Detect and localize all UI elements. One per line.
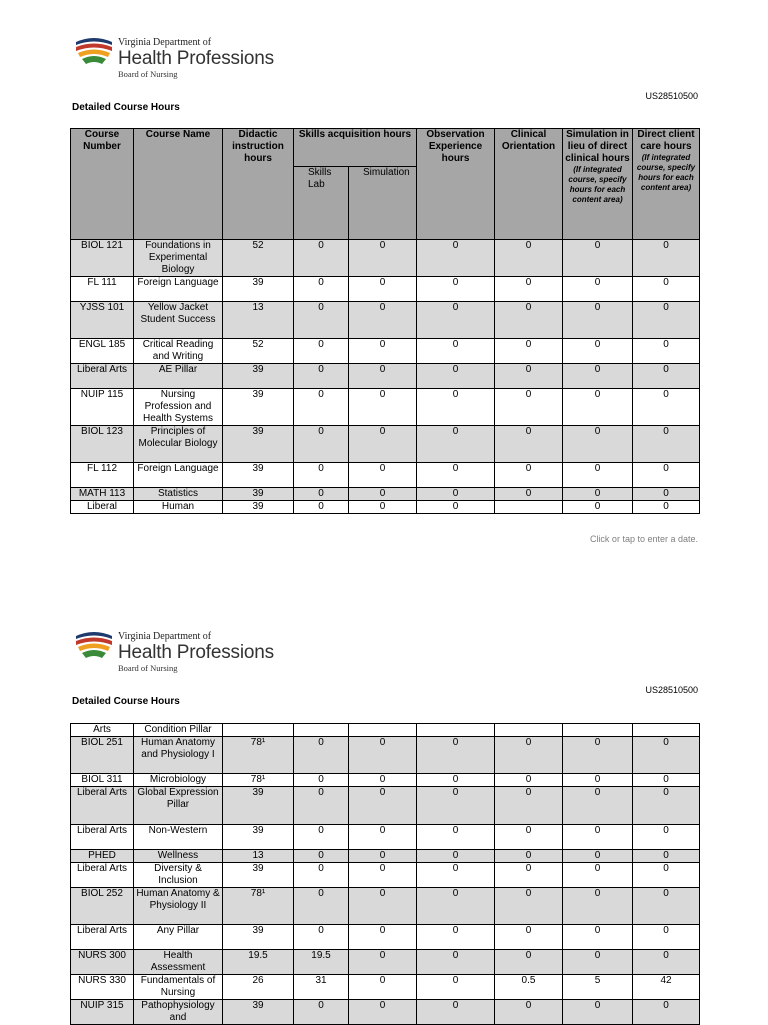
didactic-cell: 39: [223, 277, 294, 302]
org-top-text: Virginia Department of: [118, 631, 212, 642]
table-row: [71, 863, 700, 888]
simulation-cell: 0: [349, 501, 417, 514]
course-number-cell: BIOL 123: [71, 426, 134, 463]
header-simulation-in-lieu: [563, 129, 633, 240]
didactic-cell: 39: [223, 501, 294, 514]
simulation-cell: 0: [349, 426, 417, 463]
observation-cell: 0: [417, 339, 495, 364]
observation-cell: 0: [417, 364, 495, 389]
course-number-cell: BIOL 252: [71, 888, 134, 925]
table-row: [71, 389, 700, 426]
clinical-orientation-cell: 0: [495, 863, 563, 888]
observation-cell: 0: [417, 240, 495, 277]
clinical-orientation-cell: 0: [495, 850, 563, 863]
course-number-cell: PHED: [71, 850, 134, 863]
table-row: [71, 975, 700, 1000]
direct-care-cell: 0: [633, 1000, 700, 1025]
direct-care-cell: 0: [633, 825, 700, 850]
didactic-cell: 39: [223, 488, 294, 501]
skills-lab-cell: 0: [294, 1000, 349, 1025]
clinical-orientation-cell: 0: [495, 825, 563, 850]
skills-lab-cell: 0: [294, 888, 349, 925]
course-name-cell: Foreign Language: [134, 463, 223, 488]
course-name-cell: Fundamentals of Nursing: [134, 975, 223, 1000]
direct-care-cell: 0: [633, 863, 700, 888]
course-hours-table: [70, 128, 700, 514]
direct-care-cell: 0: [633, 302, 700, 339]
course-name-cell: Yellow Jacket Student Success: [134, 302, 223, 339]
skills-lab-cell: 0: [294, 240, 349, 277]
table-row: [71, 339, 700, 364]
header-clinical-orientation: Clinical Orientation: [495, 129, 563, 240]
sim-in-lieu-cell: 0: [563, 1000, 633, 1025]
observation-cell: 0: [417, 463, 495, 488]
simulation-cell: 0: [349, 302, 417, 339]
course-name-cell: Any Pillar: [134, 925, 223, 950]
header-direct-client-care-note: (If integrated course, specify hours for each content area): [636, 153, 696, 192]
header-skills-lab: Skills Lab: [294, 167, 349, 240]
didactic-cell: 39: [223, 364, 294, 389]
table-row: [71, 302, 700, 339]
skills-lab-cell: 0: [294, 302, 349, 339]
header-simulation-in-lieu-label: Simulation in lieu of direct clinical hours: [565, 129, 630, 164]
table-row: [71, 774, 700, 787]
skills-lab-cell: 0: [294, 426, 349, 463]
didactic-cell: 13: [223, 850, 294, 863]
table-row: [71, 737, 700, 774]
sim-in-lieu-cell: 0: [563, 463, 633, 488]
simulation-cell: 0: [349, 339, 417, 364]
simulation-cell: 0: [349, 925, 417, 950]
course-number-cell: NURS 330: [71, 975, 134, 1000]
table-body-page-2: [71, 724, 700, 1025]
course-number-cell: Liberal Arts: [71, 787, 134, 825]
course-name-cell: Principles of Molecular Biology: [134, 426, 223, 463]
observation-cell: 0: [417, 277, 495, 302]
direct-care-cell: 0: [633, 737, 700, 774]
clinical-orientation-cell: 0: [495, 277, 563, 302]
sim-in-lieu-cell: 0: [563, 737, 633, 774]
sim-in-lieu-cell: 0: [563, 850, 633, 863]
simulation-cell: 0: [349, 737, 417, 774]
simulation-cell: 0: [349, 389, 417, 426]
dhp-logo-icon: [74, 630, 114, 662]
observation-cell: [417, 724, 495, 737]
direct-care-cell: 0: [633, 339, 700, 364]
clinical-orientation-cell: 0: [495, 950, 563, 975]
skills-lab-cell: 0: [294, 463, 349, 488]
direct-care-cell: 0: [633, 240, 700, 277]
doc-id: US28510500: [645, 685, 698, 695]
didactic-cell: 78¹: [223, 888, 294, 925]
header-course-name: Course Name: [134, 129, 223, 240]
course-name-cell: Global Expression Pillar: [134, 787, 223, 825]
table-row: [71, 364, 700, 389]
observation-cell: 0: [417, 863, 495, 888]
section-title: Detailed Course Hours: [72, 696, 180, 707]
table-row: [71, 888, 700, 925]
direct-care-cell: 0: [633, 787, 700, 825]
didactic-cell: 39: [223, 463, 294, 488]
sim-in-lieu-cell: 0: [563, 302, 633, 339]
didactic-cell: 39: [223, 787, 294, 825]
header-direct-client-care: [633, 129, 700, 240]
course-name-cell: Wellness: [134, 850, 223, 863]
skills-lab-cell: 0: [294, 364, 349, 389]
header-course-number: Course Number: [71, 129, 134, 240]
didactic-cell: 39: [223, 426, 294, 463]
section-title: Detailed Course Hours: [72, 102, 180, 113]
simulation-cell: 0: [349, 888, 417, 925]
table-row: [71, 925, 700, 950]
course-number-cell: FL 111: [71, 277, 134, 302]
direct-care-cell: 0: [633, 950, 700, 975]
table-row: [71, 488, 700, 501]
table-row: [71, 240, 700, 277]
observation-cell: 0: [417, 850, 495, 863]
course-name-cell: Human Anatomy & Physiology II: [134, 888, 223, 925]
sim-in-lieu-cell: 0: [563, 389, 633, 426]
sim-in-lieu-cell: 0: [563, 925, 633, 950]
skills-lab-cell: 0: [294, 850, 349, 863]
didactic-cell: 39: [223, 1000, 294, 1025]
course-number-cell: NUIP 315: [71, 1000, 134, 1025]
direct-care-cell: [633, 724, 700, 737]
simulation-cell: 0: [349, 975, 417, 1000]
dhp-logo-2: [74, 630, 274, 673]
direct-care-cell: 0: [633, 277, 700, 302]
simulation-cell: 0: [349, 825, 417, 850]
skills-lab-cell: [294, 724, 349, 737]
sim-in-lieu-cell: 5: [563, 975, 633, 1000]
table-row: [71, 787, 700, 825]
course-name-cell: Human: [134, 501, 223, 514]
simulation-cell: 0: [349, 1000, 417, 1025]
clinical-orientation-cell: 0: [495, 737, 563, 774]
didactic-cell: 39: [223, 863, 294, 888]
sim-in-lieu-cell: 0: [563, 488, 633, 501]
observation-cell: 0: [417, 389, 495, 426]
header-didactic: Didactic instruction hours: [223, 129, 294, 240]
course-name-cell: Critical Reading and Writing: [134, 339, 223, 364]
skills-lab-cell: 0: [294, 774, 349, 787]
org-main-text: Health Professions: [118, 48, 274, 69]
clinical-orientation-cell: 0: [495, 339, 563, 364]
course-number-cell: MATH 113: [71, 488, 134, 501]
simulation-cell: [349, 724, 417, 737]
clinical-orientation-cell: 0: [495, 488, 563, 501]
org-main-text: Health Professions: [118, 642, 274, 663]
skills-lab-cell: 0: [294, 863, 349, 888]
course-number-cell: Liberal Arts: [71, 925, 134, 950]
course-name-cell: Foreign Language: [134, 277, 223, 302]
table-row: [71, 825, 700, 850]
direct-care-cell: 0: [633, 389, 700, 426]
simulation-cell: 0: [349, 850, 417, 863]
direct-care-cell: 0: [633, 364, 700, 389]
clinical-orientation-cell: 0: [495, 364, 563, 389]
direct-care-cell: 0: [633, 501, 700, 514]
didactic-cell: 52: [223, 240, 294, 277]
clinical-orientation-cell: 0: [495, 389, 563, 426]
skills-lab-cell: 0: [294, 737, 349, 774]
sim-in-lieu-cell: 0: [563, 825, 633, 850]
observation-cell: 0: [417, 501, 495, 514]
page-2: [0, 594, 768, 1024]
table-row: [71, 724, 700, 737]
simulation-cell: 0: [349, 787, 417, 825]
skills-lab-cell: 0: [294, 501, 349, 514]
didactic-cell: 39: [223, 925, 294, 950]
course-number-cell: FL 112: [71, 463, 134, 488]
clinical-orientation-cell: 0.5: [495, 975, 563, 1000]
course-number-cell: Liberal Arts: [71, 863, 134, 888]
course-name-cell: Human Anatomy and Physiology I: [134, 737, 223, 774]
clinical-orientation-cell: 0: [495, 426, 563, 463]
table-row: [71, 950, 700, 975]
sim-in-lieu-cell: [563, 724, 633, 737]
didactic-cell: 52: [223, 339, 294, 364]
observation-cell: 0: [417, 1000, 495, 1025]
header-simulation: Simulation: [349, 167, 417, 240]
course-number-cell: BIOL 121: [71, 240, 134, 277]
sim-in-lieu-cell: 0: [563, 501, 633, 514]
observation-cell: 0: [417, 488, 495, 501]
course-number-cell: NUIP 115: [71, 389, 134, 426]
clinical-orientation-cell: 0: [495, 240, 563, 277]
course-number-cell: BIOL 251: [71, 737, 134, 774]
clinical-orientation-cell: 0: [495, 302, 563, 339]
didactic-cell: 39: [223, 825, 294, 850]
course-name-cell: Microbiology: [134, 774, 223, 787]
skills-lab-cell: 0: [294, 277, 349, 302]
simulation-cell: 0: [349, 364, 417, 389]
direct-care-cell: 0: [633, 426, 700, 463]
dhp-logo-icon: [74, 36, 114, 68]
course-name-cell: Nursing Profession and Health Systems: [134, 389, 223, 426]
simulation-cell: 0: [349, 488, 417, 501]
simulation-cell: 0: [349, 463, 417, 488]
course-name-cell: Pathophysiology and: [134, 1000, 223, 1025]
simulation-cell: 0: [349, 774, 417, 787]
clinical-orientation-cell: 0: [495, 1000, 563, 1025]
table-row: [71, 426, 700, 463]
sim-in-lieu-cell: 0: [563, 787, 633, 825]
didactic-cell: 78¹: [223, 737, 294, 774]
simulation-cell: 0: [349, 950, 417, 975]
sim-in-lieu-cell: 0: [563, 240, 633, 277]
header-skills-acquisition: Skills acquisition hours: [294, 129, 417, 167]
table-row: [71, 501, 700, 514]
sim-in-lieu-cell: 0: [563, 950, 633, 975]
skills-lab-cell: 19.5: [294, 950, 349, 975]
direct-care-cell: 0: [633, 774, 700, 787]
course-number-cell: YJSS 101: [71, 302, 134, 339]
observation-cell: 0: [417, 825, 495, 850]
org-top-text: Virginia Department of: [118, 37, 212, 48]
simulation-cell: 0: [349, 240, 417, 277]
dhp-logo: [74, 36, 274, 79]
clinical-orientation-cell: 0: [495, 925, 563, 950]
course-name-cell: Statistics: [134, 488, 223, 501]
direct-care-cell: 0: [633, 488, 700, 501]
doc-id: US28510500: [645, 91, 698, 101]
skills-lab-cell: 0: [294, 825, 349, 850]
course-name-cell: Non-Western: [134, 825, 223, 850]
observation-cell: 0: [417, 925, 495, 950]
direct-care-cell: 0: [633, 463, 700, 488]
direct-care-cell: 0: [633, 888, 700, 925]
skills-lab-cell: 31: [294, 975, 349, 1000]
header-observation: Observation Experience hours: [417, 129, 495, 240]
course-number-cell: ENGL 185: [71, 339, 134, 364]
sim-in-lieu-cell: 0: [563, 364, 633, 389]
table-row: [71, 1000, 700, 1025]
direct-care-cell: 42: [633, 975, 700, 1000]
observation-cell: 0: [417, 888, 495, 925]
clinical-orientation-cell: 0: [495, 463, 563, 488]
observation-cell: 0: [417, 975, 495, 1000]
direct-care-cell: 0: [633, 925, 700, 950]
course-name-cell: Health Assessment: [134, 950, 223, 975]
didactic-cell: 19.5: [223, 950, 294, 975]
clinical-orientation-cell: [495, 501, 563, 514]
header-direct-client-care-label: Direct client care hours: [637, 129, 695, 152]
table-row: [71, 463, 700, 488]
table-row: [71, 277, 700, 302]
sim-in-lieu-cell: 0: [563, 339, 633, 364]
course-name-cell: Diversity & Inclusion: [134, 863, 223, 888]
observation-cell: 0: [417, 302, 495, 339]
course-hours-table-continued: [70, 723, 700, 1025]
skills-lab-cell: 0: [294, 488, 349, 501]
didactic-cell: 39: [223, 389, 294, 426]
observation-cell: 0: [417, 737, 495, 774]
table-row: [71, 850, 700, 863]
didactic-cell: 13: [223, 302, 294, 339]
sim-in-lieu-cell: 0: [563, 888, 633, 925]
course-number-cell: Liberal Arts: [71, 364, 134, 389]
course-number-cell: Liberal: [71, 501, 134, 514]
skills-lab-cell: 0: [294, 787, 349, 825]
sim-in-lieu-cell: 0: [563, 774, 633, 787]
observation-cell: 0: [417, 426, 495, 463]
sim-in-lieu-cell: 0: [563, 277, 633, 302]
course-number-cell: NURS 300: [71, 950, 134, 975]
didactic-cell: 78¹: [223, 774, 294, 787]
sim-in-lieu-cell: 0: [563, 426, 633, 463]
skills-lab-cell: 0: [294, 925, 349, 950]
org-sub-text: Board of Nursing: [118, 663, 178, 673]
observation-cell: 0: [417, 950, 495, 975]
sim-in-lieu-cell: 0: [563, 863, 633, 888]
clinical-orientation-cell: 0: [495, 787, 563, 825]
org-sub-text: Board of Nursing: [118, 69, 178, 79]
clinical-orientation-cell: [495, 724, 563, 737]
direct-care-cell: 0: [633, 850, 700, 863]
didactic-cell: 26: [223, 975, 294, 1000]
observation-cell: 0: [417, 774, 495, 787]
clinical-orientation-cell: 0: [495, 774, 563, 787]
header-simulation-in-lieu-note: (If integrated course, specify hours for each content area): [568, 165, 627, 204]
course-name-cell: Foundations in Experimental Biology: [134, 240, 223, 277]
didactic-cell: [223, 724, 294, 737]
course-number-cell: Liberal Arts: [71, 825, 134, 850]
course-name-cell: AE Pillar: [134, 364, 223, 389]
course-number-cell: BIOL 311: [71, 774, 134, 787]
simulation-cell: 0: [349, 863, 417, 888]
clinical-orientation-cell: 0: [495, 888, 563, 925]
skills-lab-cell: 0: [294, 389, 349, 426]
course-number-cell: Arts: [71, 724, 134, 737]
simulation-cell: 0: [349, 277, 417, 302]
date-placeholder[interactable]: Click or tap to enter a date.: [589, 534, 698, 544]
skills-lab-cell: 0: [294, 339, 349, 364]
table-body-page-1: [71, 240, 700, 514]
observation-cell: 0: [417, 787, 495, 825]
course-name-cell: Condition Pillar: [134, 724, 223, 737]
